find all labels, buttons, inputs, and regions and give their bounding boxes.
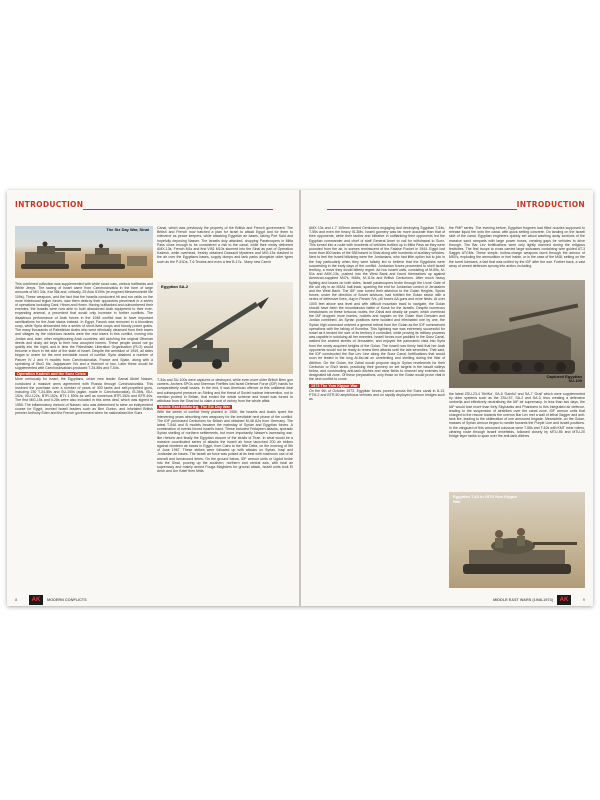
- t62-caption: Egyptian T-62 in 1973 Yom Kippur War: [453, 494, 518, 504]
- left-page-number: 8: [15, 597, 18, 602]
- six-day-war-caption: The Six Day War, Sinai: [106, 227, 149, 232]
- right-page-footer: MIDDLE EAST WARS (1948-1973): [493, 598, 553, 602]
- right-col2-paragraph-1: the PMP series. The evening before, Egyptian frogmen had filled nozzles supposed to release liquid fire onto the canal, with quick setting concrete. On landing on the Israeli side of the canal, Egyptian engineers quickly set about washing away sections of the massive sand ramparts with large power hoses, creating gaps for vehicles to drive through. The Bar Lev fortifications were only lightly manned during the religious festivities. The first troops to cross carried large suitcases containing wire guided AT-3 Sagger ATGMs. These simple, hollow-charge weapons burnt through the armour of M60's, exploding the ammunition or fuel inside, or in the case of the M48, setting on fire the turret lubricant, a fact that was unified by the IDF after the war. Further back, a vast array of armed defences sprung into action, including: [449, 226, 585, 268]
- six-day-war-photo: [15, 226, 153, 278]
- egyptian-sa2-photo: [157, 282, 293, 374]
- left-col2-paragraph-3: With the seeds of conflict firmly planted in 1956, the Israelis and Arabs spent the intervening years absorbing new weaponry for the inevitable next phase of the conflict. The IDF purchased Centurions for Britain and obtained M-48 A2s from Germany. The latest T-54A and B models became the mainstay of Syrian and Egyptian forces. A combination of events forced Israel's hand. These included Fedayeen attacks, sporadic Syrian shelling of northern settlements, but more importantly Nasser's increasing war-like rhetoric and finally the Egyptian closure of the straits of Tiran. In what would be a massive coordinated series of attacks the Israeli air force launched 200 air strikes against nineteen air bases in Egypt, from Cairo to the Nile Delta, on the morning of 5th of June 1967. These strikes were followed up with attacks on Syrian, Iraqi and Jordanian air bases. The Israeli air force was poised at its best with maximum use of all aircraft and turnaround times. On the ground below, IDF armour units or Ugdot broke into the Sinai, pouring up the southern, northern and central axis, with total air supremacy and mainly armed Fouga Magisters for ground attack, Israeli units took El Arish and Um Katef then Mitla.: [157, 410, 293, 474]
- left-header-text: INTRODUCTION: [15, 200, 84, 209]
- left-col1-subheading: Operation Kadesh and the Suez Crisis: [17, 372, 86, 377]
- left-header-rule: [83, 209, 273, 210]
- left-col2-paragraph-1: Canal, which was previously the property of the British and French government. The British and French now hatched a plan for Israel to attack Egypt and for them to intervene as peace keepers, while attacking Egyptian air bases, taking Port Said and hopefully deposing Nasser. The Israelis duly attacked, dropping Paratroopers in Mitla Pass close enough to be considered a risk to the canal, while their newly delivered AMX-13s, French M1s and first VI51 M10s stormed into the Sinai as part of Operation Kadesh, while overhead, freshly obtained Dassault Mysteres and MiG-15s clashed in the air over the Egyptians bases, supply dumps and tank parks alongside older types such as the P-51Ds, T-6 Texans and even a few B-17s.. Many new Czech: [157, 226, 293, 264]
- left-page: [7, 190, 299, 606]
- su100-caption: Captured Egyptian SU-100: [546, 373, 582, 384]
- right-col1-subheading: 1973 The Yom Kippur War: [311, 383, 358, 388]
- left-page-header: [15, 200, 83, 214]
- right-column-1: [309, 226, 445, 590]
- left-col2-subheading: Middle East Blitzkrieg, The Six Day War: [159, 405, 230, 410]
- right-column-2-top: [449, 226, 585, 276]
- right-page-number: 9: [582, 597, 585, 602]
- sa2-missile-illustration: [157, 282, 293, 374]
- sa2-caption: Egyptian SA-2: [161, 284, 189, 289]
- left-page-footer: MODERN CONFLICTS: [47, 598, 87, 602]
- tank-convoy-illustration: [15, 226, 153, 278]
- left-column-1: [15, 282, 153, 588]
- t62-photo: [449, 492, 585, 588]
- left-col2-paragraph-2: T-34s and SU-100s were captured or destroyed, while even more older British Bren gun carriers, Archers SPGs and Sherman Fireflies lost Israel Defence Force (IDF) hands for comparatively small losses. In the end, it was American offence at this unilateral deal and subsequent pressure on Stirling and the threat of Soviet nuclear intervention, not to mention protest in Britain, that ended the whole scheme and Israel was forced to withdraw from the Sinai but to claim a sort of victory from the whole affair.: [157, 378, 293, 404]
- right-page: [301, 190, 593, 606]
- right-col1-paragraph-1: AMX 13s and L 7 105mm armed Centurions engaging and destroying Egyptian T-54s, T-55s and even the heavy IS-3Ms. Israeli gunnery was far more accurate than that of their opponents, while their tactics and initiative in outflanking their opponents led the Egyptian commander and chief of staff General Amer to call for withdrawal to Suez. This turned into a route with hundreds of vehicles bottled up in Mitla Pass as they were pounded from the air, in scenes reminiscent of the Falaise Pocket in 1944. Egypt lost more than 800 tanks of the 938 based in Sinai along with hundreds of auxiliary vehicles. Next to feel the Israeli blitzkrieg were the Jordanians, who had little option but to join in the fray particularly when they were falsely led to believe that the Egyptians were succeeding in the early days of the conflict. Jordanian forces proceeded to shell Israeli territory, a move they would bitterly regret. Ad hoc Israeli units, consisting of M-50s, M-51s and AMX-13s, pushed into the West Bank and found themselves up against American-supplied M47s, M48s, M-113s and British Centurions. After much heavy fighting and losses on both sides, Israeli paratroopers broke through the Lions' Gate of the old city in an M3A1 half-track, sparking the end for Jordanian control of Jerusalem and the West Bank. The IDF now turned their attention to the Golan Heights, Syrian forces, under the direction of Soviet advisors, had fortified the Golan sector with a series of defensive lines, dug in Panzer IVs, pill boxes AA guns and mine fields. At over 1000 feet above sea level and with difficult mountain track to navigate, the Golan should have been the mountainous battle of Kursk for the Israelis. Despite numerous breakdowns on these tortuous routes, the Zahal and deadly air power, which overhead the IAF dropped more bombs, rockets and napalm on the Golan than Dresden and Jordan combined. As Syrian positions were isolated and eliminated one by one, the Syrian high command ordered a general retreat from the Golan as the IDF commenced operations with the taking of Kuneitra. This lightning war was extremely successful for Israel as it tended the size of its territory it controlled, while proving its military prowess was capable in subduing all her enemies. Israeli forces now paddled in the Suez Canal, walked the ancient streets of Jerusalem, and enjoyed the panoramic vista into Syria from the newly acquired heights of the Golan. The Israeli now firmly held that her Arab opponents would not be ready to renew their attacks until the late seventies. That said, the IDF constructed the Bar Lev Line along the Suez Canal, fortifications that would soon be tested in the long Al-Ibo-tat on unrelenting and shelling during the War of Attrition. On the Golan, the Zahal would propose dug-in Syrian revetments for their Centurion or Sho't tanks, practicing their gunnery on set targets in the basalt valleys below, and constructing anti-tank ditches and mine fields to channel any enemies into designated kill zone. Of these preparations, only those on the Golan would prove vital in the next conflict to come.: [309, 226, 445, 382]
- right-col2-paragraph-2: the latest ZSU-23-4 'ShilKa', SA-6 'Gainful' and SA-7 'Grail' which were supplemented by older systems such as the ZSU-57, SA-2 and SA-3, thus creating a defensive umbrella and effectively neutralising the IAF air supremacy. In less than two days, the IAF would lose more than forty Skyhawks and Phantoms to this integrated air defence, leading to the suspension of airstrikes over the canal zone. IDF armour units that charged to the rescue towards the overrun Bar Lev met a wall of lethal Sagger and anti-tank fire, leading to the obliteration of one armoured brigade. Meanwhile, on the Golan, masses of Syrian armour began to rumble towards the Purple Line and Israeli positions. In the vanguard of this armoured colossus were T-55s and T-62s with KMT mine rollers, clearing route through Israeli minefields, followed closely by MTU-55 and MTU-20 bridge layer tanks to span over the anti-tank ditches: [449, 392, 585, 439]
- su100-illustration: [449, 280, 585, 388]
- right-header-rule: [327, 209, 517, 210]
- su100-photo: [449, 280, 585, 388]
- t62-crew-illustration: [449, 492, 585, 588]
- left-col1-paragraph-2: More ominously for Israel, the Egyptians, under new leader Gamal Abdel Nasser, concluded a massive arms agreement with Russia through Czechoslovakia. This involved the purchase over a number of years of 300 tanks and self-propelled guns, including 230 T-34-85s and SU-100s (again, made in Czechoslovakia), IS-3Ms, ISU-152s, ISU-122s, BTR-152s, BTY-1 800s as well as numerous BTR-152s and BTR-40s. The first MiG-15s and Il-28s were also included in this arms deal, which was signed in 1955. The inflammatory rhetoric of Nasser, who was determined to steer an independent course for Egypt, worried Israeli leaders such as Ben Gurion, and infuriated British premier Anthony Eden and the French government when he nationalised the Suez: [15, 377, 153, 416]
- right-col1-paragraph-2: On the 6th of October 1973, Egyptian forces poured across the Suez canal in 8-13, PTM-2 and BTR-50 amphibious vehicles and on rapidly deployed pontoon bridges such as: [309, 388, 445, 402]
- ak-logo-left: AK: [29, 595, 43, 605]
- ak-logo-right: AK: [557, 595, 571, 605]
- right-header-text: INTRODUCTION: [516, 200, 585, 209]
- left-column-2-bottom: [157, 378, 293, 588]
- right-page-header: [517, 200, 585, 214]
- right-column-2-middle: [449, 392, 585, 488]
- left-col1-paragraph-1: This combined collection was supplemented with white scout cars, various halftracks and White Jeeps. The saving of Israel came from Czechoslovakia in the form of large amounts of MG 34s, Kar 98k and, critically, 25 Avia S199s (re-engined Messerschmitt Me 109s). These weapons, and the fact that the Israelis conducted hit and run raids on the more hidebound legion forces, saw them destroy their opponents piecemeal in a series of operations including Dani, Hiram and Horev. Having outflanked and outnumbered their enemies, the Israelis were now able to hold abandoned Arab equipment to their ever-expanding arsenal, a precedent that would only increase in further conflicts. The disastrous performance of Arab forces in the 1948 conflict was to have important ramifications for the Arab status instead. In Egypt, Farouk was removed in a bloodless coup, while Syria descended into a series of short-lived coups and bloody power grabs. The many thousands of Palestinian Arabs who were ethnically cleansed from their towns and villages by the victorious Israelis were the real losers in this conflict, moving into Jordan and, later, other neighbouring Arab countries, still clutching the original Ottoman deeds and dusty old keys to their now occupied homes. These people would not go quietly into the night, and in time the Palestinian Liberation Organisation (PLO) would become a thorn in the side of the state of Israel. Despite the armistice of 1949, all sides began to rearm for the next inevitable round of conflict. Syria obtained a number of Panzer IV J and H models from Czechoslovakia, France and Spain, along with a sprinkling of StuG IIIs, Jagdpanzer IVs and a Hummel or two. Later these would be supplemented with Czechoslovakian-produced T-34-85s and T-54s.: [15, 282, 153, 371]
- magazine-spread: [7, 190, 593, 606]
- left-column-2-top: [157, 226, 293, 278]
